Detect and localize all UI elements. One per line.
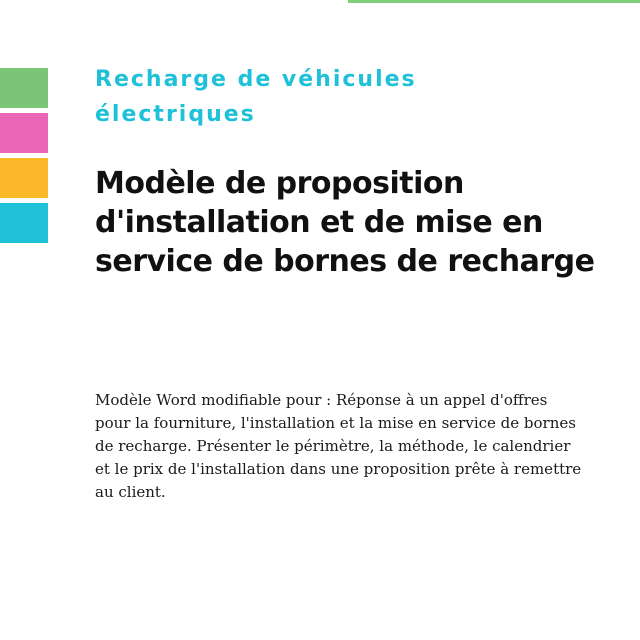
category-heading: Recharge de véhicules électriques <box>95 67 417 127</box>
page-title: Modèle de proposition d'installation et de mise en service de bornes de recharge <box>95 166 595 279</box>
color-swatch-pink <box>0 113 48 153</box>
color-swatch-green <box>0 68 48 108</box>
description-text: Modèle Word modifiable pour : Réponse à un appel d'offres pour la fourniture, l'installation et la mise en service de bornes de recharge. Présenter le périmètre, la méthode, le calendrier et le prix de l'installation dans une proposition prête à remettre au client. <box>95 391 582 501</box>
color-swatch-cyan <box>0 203 48 243</box>
color-swatch-yellow <box>0 158 48 198</box>
top-accent-line <box>348 0 640 3</box>
